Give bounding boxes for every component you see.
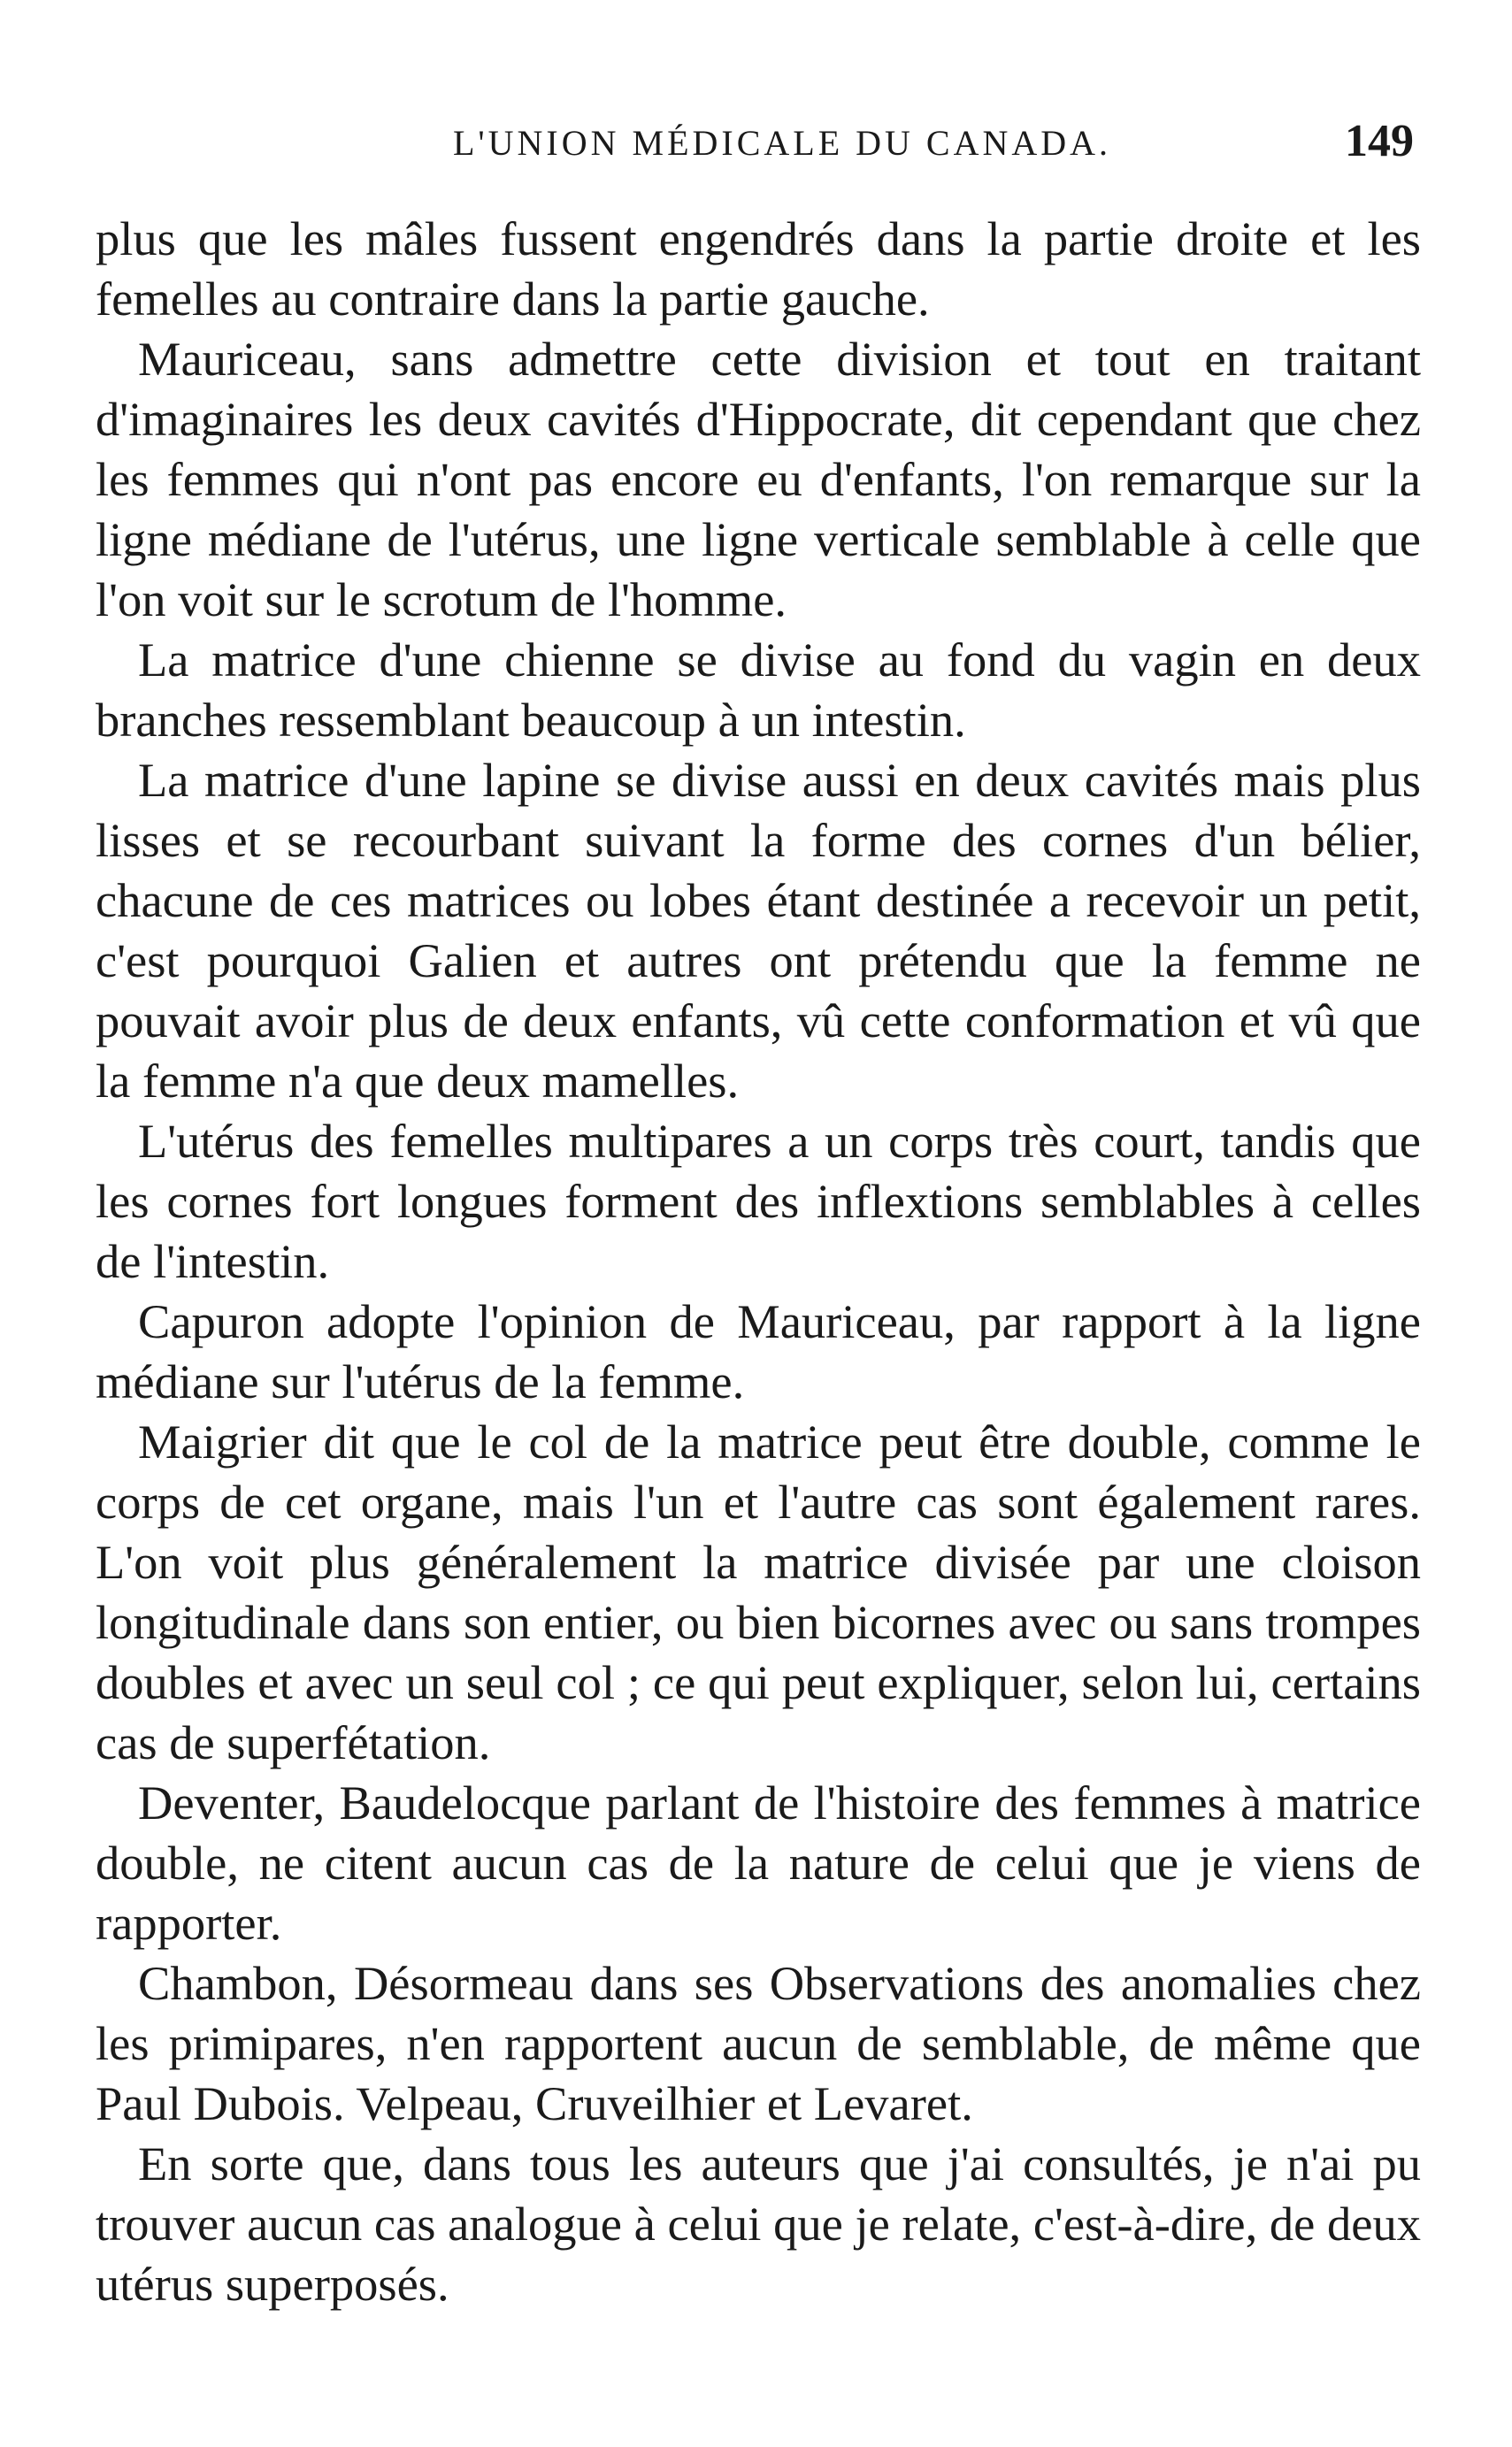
paragraph: Mauriceau, sans admettre cette division et tout en traitant d'imaginaires les deux cavités d'Hippocrate, dit cependant que chez les femmes qui n'ont pas encore eu d'enfants, l'on remarque sur la ligne médiane de l'utérus, une ligne verticale semblable à celle que l'on voit sur le scrotum de l'homme. [96,332,1421,626]
paragraph: Chambon, Désormeau dans ses Observations des anomalies chez les primipares, n'en rapportent aucun de semblable, de même que Paul Dubois. Velpeau, Cruveilhier et Levaret. [96,1956,1421,2130]
paragraph-continued: plus que les mâles fussent engendrés dans la partie droite et les femelles au contraire dans la partie gauche. [96,211,1421,326]
paragraph: Deventer, Baudelocque parlant de l'histoire des femmes à matrice double, ne citent aucun cas de la nature de celui que je viens de rapporter. [96,1776,1421,1950]
paragraph: En sorte que, dans tous les auteurs que j'ai consultés, je n'ai pu trouver aucun cas analogue à celui que je relate, c'est-à-dire, de deux utérus superposés. [96,2136,1421,2311]
running-head [96,115,1421,177]
paragraph: La matrice d'une chienne se divise au fond du vagin en deux branches ressemblant beaucoup à un intestin. [96,633,1421,747]
paragraph: Capuron adopte l'opinion de Mauriceau, par rapport à la ligne médiane sur l'utérus de la femme. [96,1294,1421,1408]
page-number: 149 [1345,116,1414,166]
running-title: L'UNION MÉDICALE DU CANADA. [453,123,1112,163]
body-text [96,209,1421,2314]
paragraph: L'utérus des femelles multipares a un corps très court, tandis que les cornes fort longues forment des inflextions semblables à celles de l'intestin. [96,1114,1421,1288]
paragraph: Maigrier dit que le col de la matrice peut être double, comme le corps de cet organe, mais l'un et l'autre cas sont également rares. L'on voit plus généralement la matrice divisée par une cloison longitudinale dans son entier, ou bien bicornes avec ou sans trompes doubles et avec un seul col ; ce qui peut expliquer, selon lui, certains cas de superfétation. [96,1415,1421,1769]
book-page [96,115,1421,2314]
paragraph: La matrice d'une lapine se divise aussi en deux cavités mais plus lisses et se recourbant suivant la forme des cornes d'un bélier, chacune de ces matrices ou lobes étant destinée a recevoir un petit, c'est pourquoi Galien et autres ont prétendu que la femme ne pouvait avoir plus de deux enfants, vû cette conformation et vû que la femme n'a que deux mamelles. [96,753,1421,1108]
